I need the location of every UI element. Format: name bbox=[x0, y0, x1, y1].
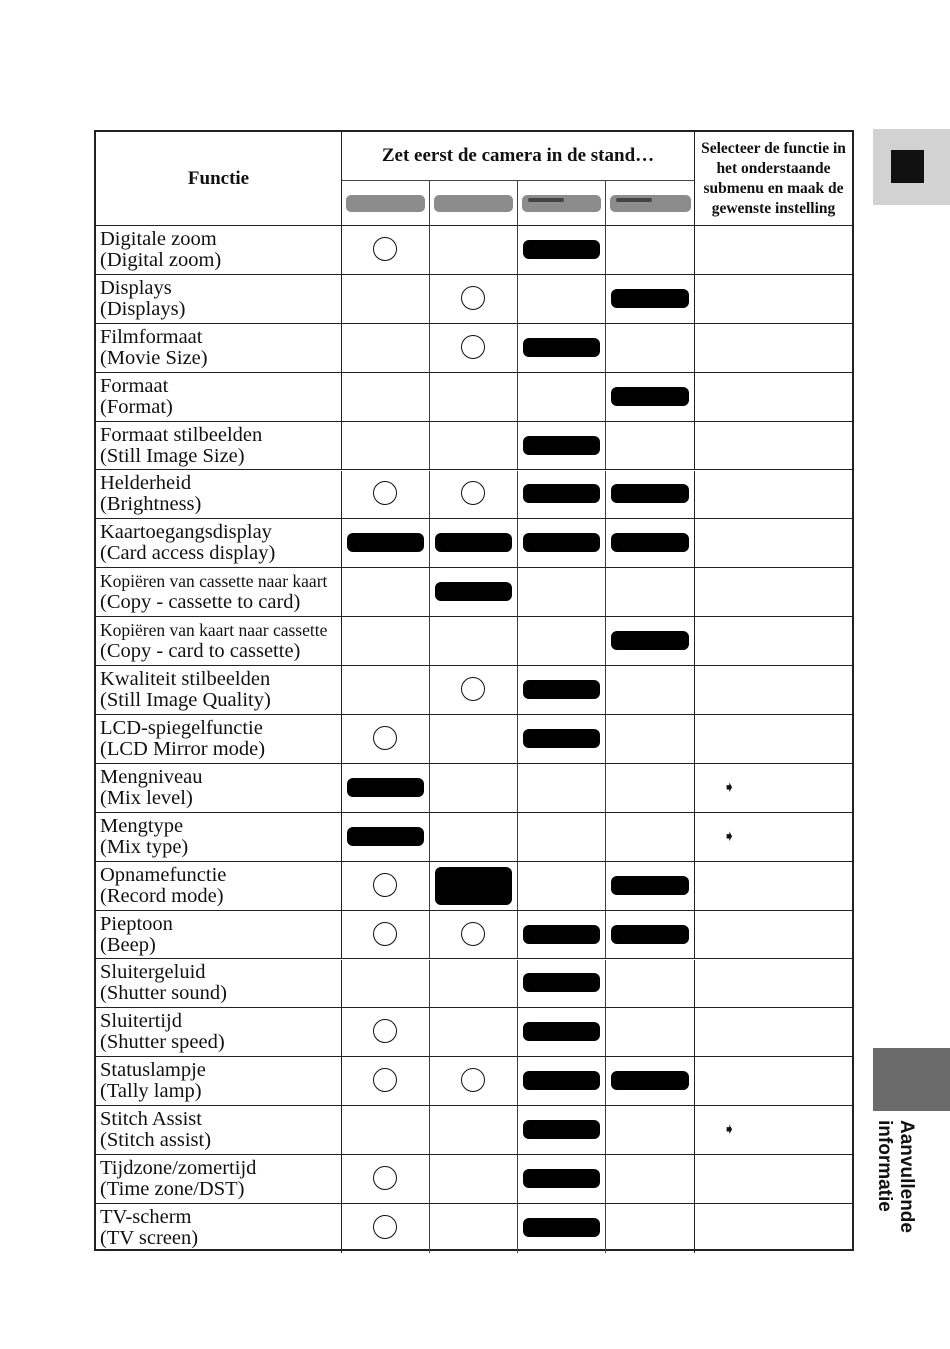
mode-availability-cell bbox=[606, 422, 695, 470]
function-name-en: (Card access display) bbox=[100, 542, 276, 565]
table-row bbox=[96, 960, 852, 1009]
card-strip-icon bbox=[616, 198, 652, 202]
menu-button-icon bbox=[611, 925, 689, 944]
mode-availability-cell bbox=[430, 715, 518, 763]
mode-availability-cell bbox=[342, 519, 430, 567]
submenu-cell bbox=[695, 1057, 852, 1105]
submenu-cell bbox=[695, 666, 852, 714]
mode-availability-cell bbox=[518, 519, 606, 567]
submenu-cell bbox=[695, 862, 852, 910]
mode-availability-cell bbox=[430, 568, 518, 616]
function-name bbox=[96, 471, 342, 519]
circle-icon bbox=[373, 481, 397, 505]
mode-availability-cell bbox=[430, 911, 518, 959]
table-row bbox=[96, 324, 852, 373]
mode-availability-cell bbox=[518, 960, 606, 1008]
menu-button-icon bbox=[523, 436, 600, 455]
submenu-cell bbox=[695, 764, 852, 812]
circle-icon bbox=[461, 286, 485, 310]
function-name-en: (Still Image Quality) bbox=[100, 689, 271, 712]
chapter-tab-top bbox=[873, 129, 950, 205]
function-name bbox=[96, 960, 342, 1008]
submenu-cell bbox=[695, 960, 852, 1008]
mode-availability-cell bbox=[606, 1204, 695, 1253]
menu-button-icon bbox=[347, 778, 424, 797]
mode-availability-cell bbox=[606, 226, 695, 274]
mode-availability-cell bbox=[518, 471, 606, 519]
mode-availability-cell bbox=[430, 1204, 518, 1253]
function-name bbox=[96, 226, 342, 274]
card-camera-mode-icon bbox=[522, 195, 601, 212]
function-name bbox=[96, 666, 342, 714]
mode-availability-cell bbox=[430, 1008, 518, 1056]
function-name-nl: Kopiëren van cassette naar kaart bbox=[100, 571, 328, 592]
mode-availability-cell bbox=[518, 715, 606, 763]
mode-availability-cell bbox=[606, 666, 695, 714]
submenu-cell bbox=[695, 422, 852, 470]
mode-availability-cell bbox=[430, 617, 518, 665]
submenu-cell bbox=[695, 911, 852, 959]
mode-availability-cell bbox=[606, 471, 695, 519]
mode-availability-cell bbox=[606, 373, 695, 421]
card-play-mode-icon bbox=[610, 195, 691, 212]
table-row bbox=[96, 1155, 852, 1204]
arrow-right-icon: ➧ bbox=[723, 826, 736, 845]
function-name-nl: Kwaliteit stilbeelden bbox=[100, 668, 271, 691]
mode-availability-cell bbox=[606, 275, 695, 323]
submenu-cell bbox=[695, 519, 852, 567]
function-name-en: (Beep) bbox=[100, 933, 156, 956]
menu-button-icon bbox=[347, 827, 424, 846]
submenu-cell bbox=[695, 1155, 852, 1203]
mode-availability-cell bbox=[430, 226, 518, 274]
mode-availability-cell bbox=[518, 666, 606, 714]
submenu-cell bbox=[695, 617, 852, 665]
circle-icon bbox=[373, 1215, 397, 1239]
circle-icon bbox=[461, 922, 485, 946]
function-table bbox=[94, 130, 854, 1251]
function-name-nl: Filmformaat bbox=[100, 325, 203, 348]
mode-availability-cell bbox=[430, 324, 518, 372]
menu-button-icon bbox=[523, 1169, 600, 1188]
mode-availability-cell bbox=[606, 715, 695, 763]
mode-cell bbox=[606, 181, 695, 226]
mode-availability-cell bbox=[430, 422, 518, 470]
arrow-right-icon: ➧ bbox=[723, 777, 736, 796]
mode-availability-cell bbox=[606, 519, 695, 567]
mode-availability-cell bbox=[342, 715, 430, 763]
table-row bbox=[96, 862, 852, 911]
mode-availability-cell bbox=[518, 1008, 606, 1056]
play-mode-icon bbox=[434, 195, 513, 212]
function-name-nl: Kaartoegangsdisplay bbox=[100, 521, 272, 544]
circle-icon bbox=[373, 1019, 397, 1043]
menu-button-icon bbox=[611, 876, 689, 895]
function-name bbox=[96, 813, 342, 861]
mode-availability-cell bbox=[430, 1155, 518, 1203]
mode-availability-cell bbox=[518, 1204, 606, 1253]
circle-icon bbox=[373, 1068, 397, 1092]
mode-availability-cell bbox=[342, 911, 430, 959]
function-name-en: (Displays) bbox=[100, 297, 186, 320]
header-mode-icons bbox=[342, 180, 695, 226]
function-name-nl: Sluitertijd bbox=[100, 1010, 182, 1033]
mode-availability-cell bbox=[342, 666, 430, 714]
table-row bbox=[96, 226, 852, 275]
table-row bbox=[96, 911, 852, 960]
function-name-nl: Formaat stilbeelden bbox=[100, 423, 263, 446]
function-name-en: (Brightness) bbox=[100, 493, 202, 516]
menu-button-icon bbox=[611, 631, 689, 650]
function-name-en: (Copy - cassette to card) bbox=[100, 591, 301, 614]
arrow-right-icon: ➧ bbox=[723, 1120, 736, 1139]
mode-availability-cell bbox=[430, 1106, 518, 1154]
menu-button-icon bbox=[523, 240, 600, 259]
mode-availability-cell bbox=[606, 568, 695, 616]
table-row bbox=[96, 1204, 852, 1253]
function-name-en: (Still Image Size) bbox=[100, 444, 245, 467]
chapter-tab-active bbox=[873, 1048, 950, 1111]
mode-availability-cell bbox=[430, 960, 518, 1008]
function-name bbox=[96, 1155, 342, 1203]
function-name-en: (Stitch assist) bbox=[100, 1129, 212, 1152]
function-name-nl: Tijdzone/zomertijd bbox=[100, 1157, 257, 1180]
function-name bbox=[96, 1106, 342, 1154]
function-name bbox=[96, 422, 342, 470]
circle-icon bbox=[373, 1166, 397, 1190]
circle-icon bbox=[373, 237, 397, 261]
chapter-tab-label: Aanvullende informatie bbox=[874, 1120, 917, 1233]
function-name bbox=[96, 1057, 342, 1105]
circle-icon bbox=[461, 335, 485, 359]
menu-button-icon bbox=[435, 533, 512, 552]
table-row bbox=[96, 764, 852, 813]
mode-availability-cell bbox=[606, 1155, 695, 1203]
mode-availability-cell bbox=[430, 373, 518, 421]
menu-button-icon bbox=[611, 533, 689, 552]
submenu-cell bbox=[695, 226, 852, 274]
function-name bbox=[96, 617, 342, 665]
submenu-cell bbox=[695, 1106, 852, 1154]
menu-button-icon bbox=[523, 1022, 600, 1041]
mode-availability-cell bbox=[430, 275, 518, 323]
table-row bbox=[96, 1106, 852, 1155]
header-functie: Functie bbox=[96, 132, 342, 226]
mode-availability-cell bbox=[430, 862, 518, 910]
mode-availability-cell bbox=[430, 519, 518, 567]
mode-availability-cell bbox=[430, 666, 518, 714]
mode-availability-cell bbox=[606, 617, 695, 665]
function-name bbox=[96, 568, 342, 616]
table-row bbox=[96, 813, 852, 862]
mode-availability-cell bbox=[606, 960, 695, 1008]
function-name-en: (TV screen) bbox=[100, 1227, 199, 1250]
mode-availability-cell bbox=[518, 862, 606, 910]
function-name-en: (Shutter speed) bbox=[100, 1031, 225, 1054]
mode-availability-cell bbox=[518, 568, 606, 616]
function-name-nl: Kopiëren van kaart naar cassette bbox=[100, 620, 328, 641]
mode-availability-cell bbox=[518, 911, 606, 959]
table-row bbox=[96, 275, 852, 324]
function-name bbox=[96, 911, 342, 959]
table-row bbox=[96, 471, 852, 520]
function-name-nl: Mengtype bbox=[100, 814, 184, 837]
function-name-nl: Digitale zoom bbox=[100, 227, 217, 250]
mode-availability-cell bbox=[430, 764, 518, 812]
mode-cell bbox=[518, 181, 606, 226]
function-name bbox=[96, 275, 342, 323]
mode-availability-cell bbox=[342, 1204, 430, 1253]
function-name-en: (Copy - card to cassette) bbox=[100, 640, 301, 663]
mode-availability-cell bbox=[342, 764, 430, 812]
function-name bbox=[96, 324, 342, 372]
menu-button-icon bbox=[523, 973, 600, 992]
function-name-en: (Mix type) bbox=[100, 835, 189, 858]
circle-icon bbox=[373, 873, 397, 897]
function-name-nl: Formaat bbox=[100, 374, 169, 397]
submenu-cell bbox=[695, 568, 852, 616]
function-name-nl: Opnamefunctie bbox=[100, 863, 227, 886]
mode-availability-cell bbox=[518, 373, 606, 421]
mode-availability-cell bbox=[606, 1057, 695, 1105]
mode-availability-cell bbox=[518, 324, 606, 372]
mode-availability-cell bbox=[606, 324, 695, 372]
mode-availability-cell bbox=[342, 960, 430, 1008]
mode-availability-cell bbox=[606, 764, 695, 812]
function-name-en: (Movie Size) bbox=[100, 346, 208, 369]
mode-availability-cell bbox=[430, 471, 518, 519]
mode-availability-cell bbox=[342, 471, 430, 519]
menu-button-icon bbox=[523, 1120, 600, 1139]
function-name-en: (LCD Mirror mode) bbox=[100, 737, 266, 760]
function-name-nl: Stitch Assist bbox=[100, 1108, 202, 1131]
table-row bbox=[96, 568, 852, 617]
function-name-en: (Format) bbox=[100, 395, 173, 418]
chapter-marker-icon bbox=[891, 150, 924, 183]
function-name bbox=[96, 764, 342, 812]
mode-availability-cell bbox=[342, 1057, 430, 1105]
mode-availability-cell bbox=[518, 813, 606, 861]
submenu-cell bbox=[695, 715, 852, 763]
mode-availability-cell bbox=[518, 1057, 606, 1105]
table-row bbox=[96, 373, 852, 422]
card-strip-icon bbox=[528, 198, 564, 202]
circle-icon bbox=[373, 922, 397, 946]
menu-button-icon bbox=[523, 533, 600, 552]
function-name-nl: TV-scherm bbox=[100, 1206, 192, 1229]
submenu-cell bbox=[695, 324, 852, 372]
function-name-en: (Shutter sound) bbox=[100, 982, 227, 1005]
function-name-nl: Sluitergeluid bbox=[100, 961, 206, 984]
submenu-cell bbox=[695, 373, 852, 421]
mode-availability-cell bbox=[342, 1106, 430, 1154]
mode-cell bbox=[342, 181, 430, 226]
submenu-cell bbox=[695, 1204, 852, 1253]
circle-icon bbox=[461, 1068, 485, 1092]
menu-button-icon bbox=[523, 729, 600, 748]
table-row bbox=[96, 519, 852, 568]
mode-availability-cell bbox=[342, 422, 430, 470]
mode-availability-cell bbox=[518, 1155, 606, 1203]
table-row bbox=[96, 1008, 852, 1057]
function-name-nl: Displays bbox=[100, 276, 172, 299]
header-zet-eerst: Zet eerst de camera in de stand… bbox=[342, 132, 695, 180]
table-row bbox=[96, 617, 852, 666]
table-row bbox=[96, 422, 852, 471]
menu-button-icon bbox=[523, 1071, 600, 1090]
mode-availability-cell bbox=[518, 1106, 606, 1154]
mode-availability-cell bbox=[518, 422, 606, 470]
mode-cell bbox=[430, 181, 518, 226]
function-name bbox=[96, 519, 342, 567]
function-name-nl: Pieptoon bbox=[100, 912, 173, 935]
mode-availability-cell bbox=[342, 568, 430, 616]
mode-availability-cell bbox=[342, 1155, 430, 1203]
function-name-nl: Statuslampje bbox=[100, 1059, 206, 1082]
mode-availability-cell bbox=[606, 1106, 695, 1154]
mode-availability-cell bbox=[430, 1057, 518, 1105]
menu-button-icon bbox=[523, 680, 600, 699]
function-name-nl: LCD-spiegelfunctie bbox=[100, 716, 263, 739]
menu-button-icon bbox=[435, 582, 512, 601]
menu-button-icon bbox=[347, 533, 424, 552]
mode-availability-cell bbox=[518, 617, 606, 665]
mode-availability-cell bbox=[342, 275, 430, 323]
menu-button-icon bbox=[523, 1218, 600, 1237]
function-name-en: (Time zone/DST) bbox=[100, 1178, 245, 1201]
mode-availability-cell bbox=[606, 862, 695, 910]
menu-button-icon bbox=[611, 387, 689, 406]
camera-mode-icon bbox=[346, 195, 425, 212]
mode-availability-cell bbox=[518, 764, 606, 812]
menu-button-icon bbox=[611, 484, 689, 503]
menu-button-icon bbox=[611, 1071, 689, 1090]
mode-availability-cell bbox=[518, 226, 606, 274]
function-name bbox=[96, 1204, 342, 1253]
circle-icon bbox=[461, 481, 485, 505]
mode-availability-cell bbox=[606, 813, 695, 861]
mode-availability-cell bbox=[342, 1008, 430, 1056]
function-name bbox=[96, 373, 342, 421]
submenu-cell bbox=[695, 1008, 852, 1056]
submenu-cell bbox=[695, 471, 852, 519]
function-name-nl: Helderheid bbox=[100, 472, 192, 495]
mode-availability-cell bbox=[342, 226, 430, 274]
circle-icon bbox=[373, 726, 397, 750]
menu-button-icon bbox=[435, 867, 512, 905]
submenu-cell bbox=[695, 275, 852, 323]
function-name-en: (Tally lamp) bbox=[100, 1080, 202, 1103]
menu-button-icon bbox=[523, 925, 600, 944]
mode-availability-cell bbox=[342, 373, 430, 421]
mode-availability-cell bbox=[606, 911, 695, 959]
function-name-en: (Mix level) bbox=[100, 786, 193, 809]
mode-availability-cell bbox=[342, 862, 430, 910]
header-selecteer: Selecteer de functie in het onderstaande submenu en maak de gewenste instelling bbox=[695, 132, 852, 226]
submenu-cell bbox=[695, 813, 852, 861]
table-row bbox=[96, 1057, 852, 1106]
mode-availability-cell bbox=[606, 1008, 695, 1056]
mode-availability-cell bbox=[518, 275, 606, 323]
function-name-en: (Digital zoom) bbox=[100, 248, 222, 271]
function-name-en: (Record mode) bbox=[100, 884, 224, 907]
mode-availability-cell bbox=[342, 324, 430, 372]
function-name-nl: Mengniveau bbox=[100, 765, 203, 788]
menu-button-icon bbox=[611, 289, 689, 308]
function-name bbox=[96, 862, 342, 910]
table-row bbox=[96, 666, 852, 715]
menu-button-icon bbox=[523, 484, 600, 503]
mode-availability-cell bbox=[342, 617, 430, 665]
function-name bbox=[96, 715, 342, 763]
circle-icon bbox=[461, 677, 485, 701]
table-row bbox=[96, 715, 852, 764]
mode-availability-cell bbox=[342, 813, 430, 861]
mode-availability-cell bbox=[430, 813, 518, 861]
function-name bbox=[96, 1008, 342, 1056]
menu-button-icon bbox=[523, 338, 600, 357]
